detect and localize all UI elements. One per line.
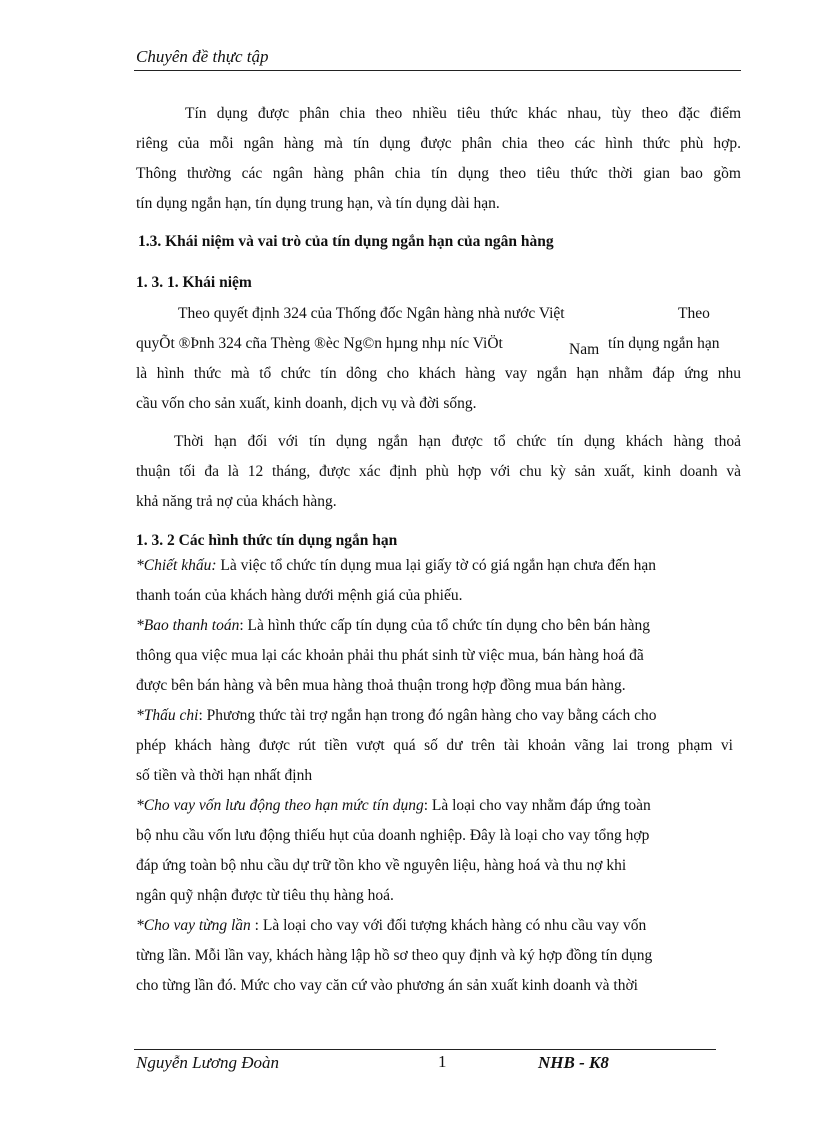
chiet-khau-term: *Chiết khấu: xyxy=(136,557,217,574)
p1-line-2-rest: tín dụng ngắn hạn xyxy=(608,335,720,352)
intro-line-4: tín dụng ngắn hạn, tín dụng trung hạn, và tín dụng dài hạn. xyxy=(136,195,500,212)
bao-thanh-toan-line-2: thông qua việc mua lại các khoản phải thu phát sinh từ việc mua, bán hàng hoá đã xyxy=(136,647,644,664)
bao-thanh-toan-text: : Là hình thức cấp tín dụng của tổ chức tín dụng cho bên bán hàng xyxy=(239,617,650,634)
chiet-khau-line-2: thanh toán của khách hàng dưới mệnh giá của phiếu. xyxy=(136,587,463,604)
thau-chi-line-2: phép khách hàng được rút tiền vượt quá số dư trên tài khoản vãng lai trong phạm vi xyxy=(136,737,733,754)
p1-line-2-garbled: quyÕt ®Þnh 324 cña Thèng ®èc Ng©n hµng nhµ níc ViÖt xyxy=(136,335,503,352)
p1-line-4: cầu vốn cho sản xuất, kinh doanh, dịch vụ và đời sống. xyxy=(136,395,477,412)
han-muc-text: : Là loại cho vay nhằm đáp ứng toàn xyxy=(423,797,651,814)
han-muc-term: *Cho vay vốn lưu động theo hạn mức tín dụng xyxy=(136,797,424,814)
footer-page-number: 1 xyxy=(438,1052,447,1071)
han-muc-line-1 xyxy=(136,796,651,816)
footer-rule xyxy=(134,1049,716,1050)
thau-chi-term: *Thấu chi xyxy=(136,707,199,724)
han-muc-line-4: ngân quỹ nhận được từ tiêu thụ hàng hoá. xyxy=(136,887,394,904)
header-rule xyxy=(134,70,741,71)
tung-lan-line-1 xyxy=(136,916,646,936)
footer-author: Nguyễn Lương Đoàn xyxy=(136,1053,280,1072)
section-1-3-2-heading: 1. 3. 2 Các hình thức tín dụng ngắn hạn xyxy=(136,532,398,549)
intro-line-2: riêng của mỗi ngân hàng mà tín dụng được phân chia theo các hình thức phù hợp. xyxy=(136,135,741,152)
han-muc-line-2: bộ nhu cầu vốn lưu động thiếu hụt của doanh nghiệp. Đây là loại cho vay tổng hợp xyxy=(136,827,650,844)
tung-lan-term: *Cho vay từng lần xyxy=(136,917,251,934)
p1-line-1-tail: Theo xyxy=(678,305,710,322)
thau-chi-line-1 xyxy=(136,706,656,726)
bao-thanh-toan-term: *Bao thanh toán xyxy=(136,617,240,634)
intro-line-1: Tín dụng được phân chia theo nhiều tiêu thức khác nhau, tùy theo đặc điểm xyxy=(185,105,741,122)
section-1-3-heading: 1.3. Khái niệm và vai trò của tín dụng ngắn hạn của ngân hàng xyxy=(138,233,554,250)
tung-lan-line-3: cho từng lần đó. Mức cho vay căn cứ vào phương án sản xuất kinh doanh và thời xyxy=(136,977,638,994)
p2-line-3: khả năng trả nợ của khách hàng. xyxy=(136,493,337,510)
bao-thanh-toan-line-1 xyxy=(136,616,650,636)
tung-lan-text: : Là loại cho vay với đối tượng khách hàng có nhu cầu vay vốn xyxy=(250,917,647,934)
header-title: Chuyên đề thực tập xyxy=(136,47,269,66)
thau-chi-line-3: số tiền và thời hạn nhất định xyxy=(136,767,313,784)
section-1-3-1-heading: 1. 3. 1. Khái niệm xyxy=(136,274,252,291)
p1-line-2-nam: Nam xyxy=(569,341,600,358)
p2-line-1: Thời hạn đối với tín dụng ngắn hạn được tổ chức tín dụng khách hàng thoả xyxy=(174,433,741,450)
p2-line-2: thuận tối đa là 12 tháng, được xác định phù hợp với chu kỳ sản xuất, kinh doanh và xyxy=(136,463,741,480)
bao-thanh-toan-line-3: được bên bán hàng và bên mua hàng thoả thuận trong hợp đồng mua bán hàng. xyxy=(136,677,626,694)
p1-line-1-main: Theo quyết định 324 của Thống đốc Ngân hàng nhà nước Việt xyxy=(178,305,565,322)
footer-class-code: NHB - K8 xyxy=(538,1053,609,1072)
chiet-khau-line-1 xyxy=(136,556,656,576)
intro-line-3: Thông thường các ngân hàng phân chia tín dụng theo tiêu thức thời gian bao gồm xyxy=(136,165,741,182)
p1-line-3: là hình thức mà tổ chức tín dông cho khách hàng vay ngắn hạn nhằm đáp ứng nhu xyxy=(136,365,741,382)
chiet-khau-text: Là việc tổ chức tín dụng mua lại giấy tờ có giá ngắn hạn chưa đến hạn xyxy=(216,557,656,574)
tung-lan-line-2: từng lần. Mỗi lần vay, khách hàng lập hồ sơ theo quy định và ký hợp đồng tín dụng xyxy=(136,947,653,964)
thau-chi-text: : Phương thức tài trợ ngắn hạn trong đó ngân hàng cho vay bằng cách cho xyxy=(198,707,657,724)
han-muc-line-3: đáp ứng toàn bộ nhu cầu dự trữ tồn kho về nguyên liệu, hàng hoá và thu nợ khi xyxy=(136,857,627,874)
